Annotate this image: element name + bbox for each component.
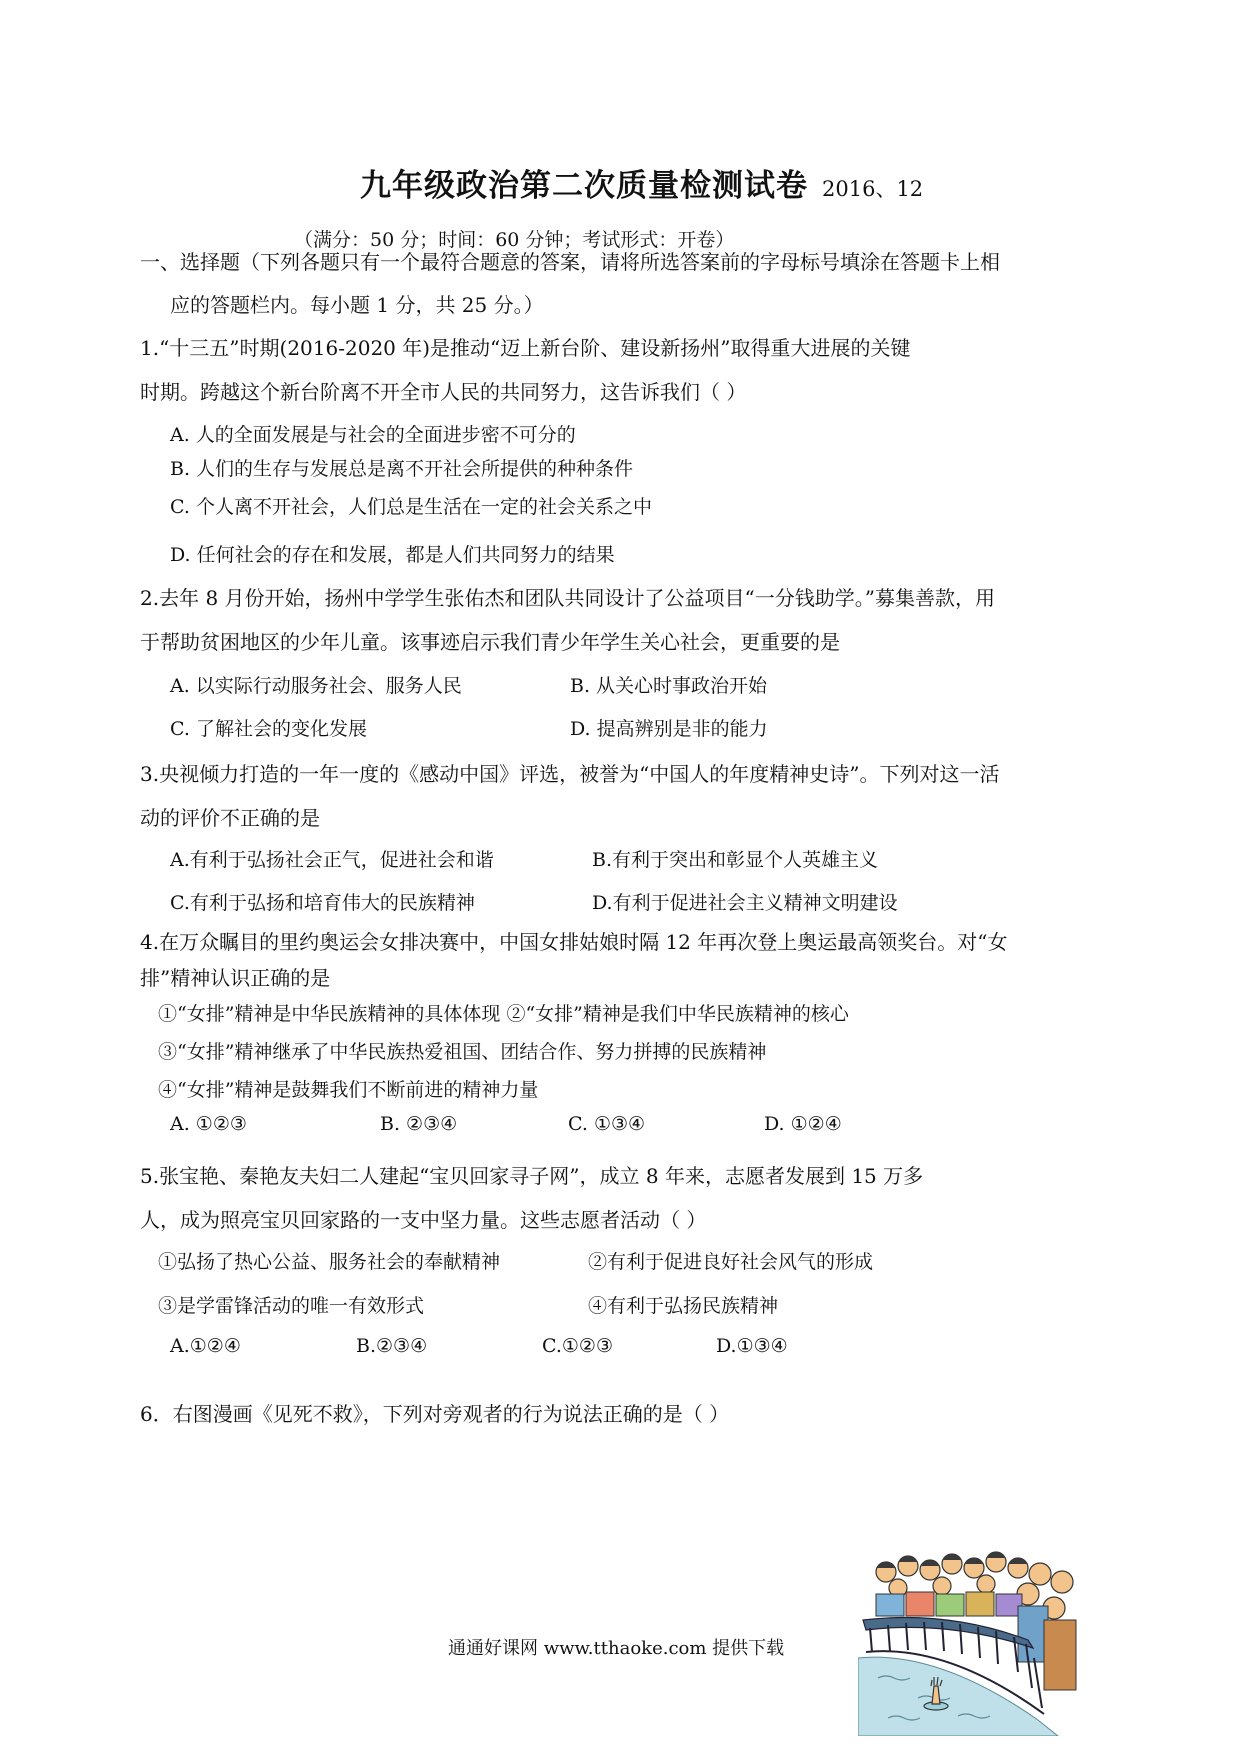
q5-statement-2: ②有利于促进良好社会风气的形成 [588,1251,874,1273]
q4-line1: 4.在万众瞩目的里约奥运会女排决赛中，中国女排姑娘时隔 12 年再次登上奥运最高领奖台。对“女 [140,930,1008,954]
q1-option-b: B. 人们的生存与发展总是离不开社会所提供的种种条件 [170,458,634,480]
q5-option-d: D.①③④ [716,1335,788,1357]
q5-statement-3: ③是学雷锋活动的唯一有效形式 [158,1295,425,1317]
q1-line2: 时期。跨越这个新台阶离不开全市人民的共同努力，这告诉我们（ ） [140,380,747,404]
page-title: 九年级政治第二次质量检测试卷 2016、12 [360,168,924,204]
q2-line1: 2.去年 8 月份开始，扬州中学学生张佑杰和团队共同设计了公益项目“一分钱助学。”募集善款，用 [140,586,995,610]
q4-option-a: A. ①②③ [170,1113,247,1135]
q2-line2: 于帮助贫困地区的少年儿童。该事迹启示我们青少年学生关心社会，更重要的是 [140,630,840,654]
q2-option-d: D. 提高辨别是非的能力 [570,718,768,740]
q4-statement-1-2: ①“女排”精神是中华民族精神的具体体现 ②“女排”精神是我们中华民族精神的核心 [158,1003,849,1025]
q5-line2: 人，成为照亮宝贝回家路的一支中坚力量。这些志愿者活动（ ） [140,1208,707,1232]
q4-line2: 排”精神认识正确的是 [140,966,331,990]
q5-line1: 5.张宝艳、秦艳友夫妇二人建起“宝贝回家寻子网”，成立 8 年来，志愿者发展到 15 万多 [140,1164,924,1188]
q5-option-b: B.②③④ [356,1335,428,1357]
q4-option-b: B. ②③④ [380,1113,458,1135]
q3-option-c: C.有利于弘扬和培育伟大的民族精神 [170,892,475,914]
exam-date: 2016、12 [822,177,924,201]
q4-statement-4: ④“女排”精神是鼓舞我们不断前进的精神力量 [158,1079,539,1101]
q3-option-d: D.有利于促进社会主义精神文明建设 [592,892,898,914]
footer-source: 通通好课网 www.tthaoke.com 提供下载 [448,1638,785,1659]
cartoon-illustration [858,1548,1088,1736]
q1-option-d: D. 任何社会的存在和发展，都是人们共同努力的结果 [170,544,615,566]
q5-option-a: A.①②④ [170,1335,241,1357]
q2-option-c: C. 了解社会的变化发展 [170,718,367,740]
q5-option-c: C.①②③ [542,1335,613,1357]
q3-option-a: A.有利于弘扬社会正气，促进社会和谐 [170,849,494,871]
q6-line1: 6．右图漫画《见死不救》，下列对旁观者的行为说法正确的是（ ） [140,1402,730,1426]
q1-option-a: A. 人的全面发展是与社会的全面进步密不可分的 [170,424,576,446]
q1-option-c: C. 个人离不开社会，人们总是生活在一定的社会关系之中 [170,496,652,518]
q5-statement-4: ④有利于弘扬民族精神 [588,1295,779,1317]
q2-option-a: A. 以实际行动服务社会、服务人民 [170,675,462,697]
q3-line1: 3.央视倾力打造的一年一度的《感动中国》评选，被誉为“中国人的年度精神史诗”。下列对这一活 [140,762,1000,786]
q3-option-b: B.有利于突出和彰显个人英雄主义 [592,849,879,871]
section1-line2: 应的答题栏内。每小题 1 分，共 25 分。） [170,293,544,317]
q1-line1: 1.“十三五”时期(2016-2020 年)是推动“迈上新台阶、建设新扬州”取得重大进展的关键 [140,336,911,360]
q5-statement-1: ①弘扬了热心公益、服务社会的奉献精神 [158,1251,501,1273]
q4-option-c: C. ①③④ [568,1113,646,1135]
q2-option-b: B. 从关心时事政治开始 [570,675,768,697]
q4-option-d: D. ①②④ [764,1113,842,1135]
section1-line1: 一、选择题（下列各题只有一个最符合题意的答案，请将所选答案前的字母标号填涂在答题卡上相 [140,250,1000,274]
exam-info: （满分：50 分；时间：60 分钟；考试形式：开卷） [294,229,735,251]
q3-line2: 动的评价不正确的是 [140,806,320,830]
q4-statement-3: ③“女排”精神继承了中华民族热爱祖国、团结合作、努力拼搏的民族精神 [158,1041,767,1063]
